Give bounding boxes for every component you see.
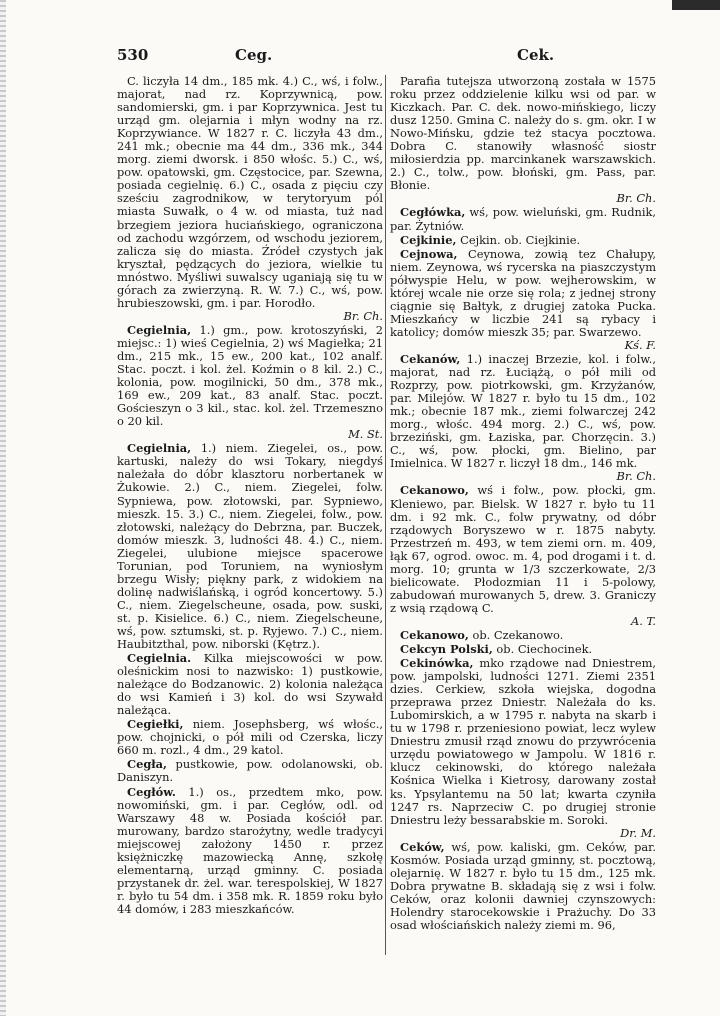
entry-text: 1.) niem. Ziegelei, os., pow. kartuski, należy do wsi Tokary, niegdyś należała do dóbr klasztoru norbertanek w Żukowie. 2.) C., niem. Ziegelei, folw. Sypniewa, pow. złotowski, par. Sypniewo, mieszk. 15. 3.) C., niem. Ziegelei, folw., pow. złotowski, należący do Debrzna, par. Buczek, domów mieszk. 3, ludności 48. 4.) C., niem. Ziegelei, ulubione miejsce spacerowe Torunian, pod Toruniem, na wyniosłym brzegu Wisły; piękny park, z widokiem na dolinę nadwiślańską, i ogród koncertowy. 5.) C., niem. Ziegelscheune, osada, pow. suski, st. p. Kisielice. 6.) C., niem. Ziegelscheune, wś, pow. sztumski, st. p. Ryjewo. 7.) C., niem. Haubitzthal, pow. niborski (Kętrz.). — [117, 441, 383, 652]
entry-text: 1.) os., przedtem mko, pow. nowomiński, gm. i par. Cegłów, odl. od Warszawy 48 w. Posiada kościół par. murowany, bardzo starożytny, wedle tradycyi miejscowej założony 1450 r. przez księżniczkę mazowiecką Annę, szkołę elementarną, urząd gminny. C. posiada przystanek dr. żel. war. terespolskiej, W 1827 r. było tu 54 dm. i 358 mk. R. 1859 roku było 44 domów, i 283 mieszkańców. — [117, 784, 383, 916]
entry-signature: A. T. — [630, 613, 656, 628]
entry-text: wś, pow. wieluński, gm. Rudnik, par. Żytniów. — [390, 205, 656, 233]
entry-signature: Br. Ch. — [616, 191, 656, 206]
entry-headword: Ceków, — [400, 839, 445, 854]
entry-signature: M. St. — [348, 427, 383, 442]
dictionary-entry — [390, 657, 656, 840]
entry-headword: Cegiełki, — [127, 717, 184, 732]
entry-signature: Dr. M. — [620, 825, 656, 840]
entry-headword: Cekanowo, — [400, 483, 469, 498]
running-head-left: Ceg. — [235, 46, 273, 64]
entry-text: C. liczyła 14 dm., 185 mk. 4.) C., wś, i folw., majorat, nad rz. Koprzywnicą, pow. sandomierski, gm. i par Koprzywnica. Jest tu urząd gm. olejarnia i młyn wodny na rz. Koprzywiance. W 1827 r. C. liczyła 43 dm., 241 mk.; obecnie ma 44 dm., 336 mk., 344 morg. ziemi dworsk. i 850 włośc. 5.) C., wś, pow. opatowski, gm. Częstocice, par. Szewna, posiada cegielnię. 6.) C., osada z pięciu czy sześciu zagrodnikow, w terytoryum pól miasta Suwałk, o 4 w. od miasta, tuż nad brzegiem jeziora huciańskiego, ograniczona od zachodu wzgórzem, od wschodu jeziorem, zalicza się do miasta. Źródeł czystych jak kryształ, pędzących do jeziora, wielkie tu mnóstwo. Myśliwi suwalscy uganiają się tu w górach za zwierzyną. R. W. 7.) C., wś, pow. hrubieszowski, gm. i par. Horodło. — [117, 75, 383, 310]
entry-text: wś i folw., pow. płocki, gm. Kleniewo, par. Bielsk. W 1827 r. było tu 11 dm. i 92 mk. C., folw prywatny, od dóbr rządowych Boryszewo w r. 1875 nabyty. Przestrzeń m. 493, w tem ziemi orn. m. 409, łąk 67, ogrod. owoc. m. 4, pod drogami i t. d. morg. 10; grunta w 1/3 szczerkowate, 2/3 bielicowate. Płodozmian 11 i 5-polowy, zabudowań murowanych 5, drew. 3. Graniczy z wsią rządową C. — [390, 483, 656, 615]
dictionary-entry — [117, 786, 383, 916]
dictionary-entry — [117, 75, 383, 323]
entry-headword: Cegłówka, — [400, 205, 466, 220]
entry-text: Parafia tutejsza utworzoną została w 1575 roku przez oddzielenie kilku wsi od par. w Kiczkach. Par. C. dek. nowo-mińskiego, liczy dusz 1250. Gmina C. należy do s. gm. okr. I w Nowo-Mińsku, gdzie też stacya pocztowa. Dobra C. stanowiły własność siostr miłosierdzia pp. marcinkanek warszawskich. 2.) C., tolw., pow. błoński, gm. Pass, par. Błonie. — [390, 75, 656, 193]
dictionary-entry — [390, 643, 656, 656]
entry-signature: Br. Ch. — [343, 308, 383, 323]
entry-text: mko rządowe nad Dniestrem, pow. jampolski, ludności 1271. Ziemi 2351 dzies. Cerkiew, szkoła wiejska, dogodna przeprawa przez Dniestr. Należała do ks. Lubomirskich, a w 1795 r. nabyta na skarb i tu w 1798 r. przeniesiono powiat, lecz wylew Dniestru zmusił rząd znowu do przywrócenia urzędu powiatowego w Jampolu. W 1816 r. klucz cekinowski, do którego należała Kośnica Wielka i Kietrosy, darowany został ks. Ypsylantemu na 50 lat; kwarta czyniła 1247 rs. Naprzeciw C. po drugiej stronie Dniestru leży bessarabskie m. Soroki. — [390, 656, 656, 827]
entry-headword: Cegielnia. — [127, 651, 192, 666]
running-head-right: Cek. — [517, 46, 555, 64]
entry-text: ob. Ciechocinek. — [496, 642, 593, 657]
entry-headword: Cegła, — [127, 757, 168, 772]
entry-text: Ceynowa, zowią tez Chałupy, niem. Zeynowa, wś rycerska na piaszczystym półwyspie Helu, w pow. wejherowskim, w której wcale nie orze się rola; z jednej strony ciągnie się Bałtyk, z drugiej zatoka Pucka. Mieszkańcy w liczbie 241 są rybacy i katolicy; domów mieszk 35; par. Swarzewo. — [390, 246, 656, 339]
dictionary-entry — [117, 718, 383, 757]
dictionary-entry — [390, 206, 656, 232]
entry-text: ob. Czekanowo. — [472, 627, 564, 642]
page-header — [0, 46, 720, 70]
dictionary-entry — [390, 234, 656, 247]
page-number: 530 — [117, 46, 149, 64]
entry-text: niem. Josephsberg, wś włośc., pow. chojnicki, o pół mili od Czerska, liczy 660 m. rozl., 4 dm., 29 katol. — [117, 717, 383, 758]
scan-corner-mark — [672, 0, 720, 10]
scan-edge — [0, 0, 6, 1016]
entry-headword: Cekanów, — [400, 351, 461, 366]
entry-text: Kilka miejscowości w pow. oleśnickim nosi to nazwisko: 1) pustkowie, należące do Bodzanowic. 2) kolonia należąca do wsi Kamień i 3) kol. do wsi Szywałd należąca. — [117, 651, 383, 718]
dictionary-entry — [117, 442, 383, 651]
entry-headword: Cegłów. — [127, 784, 176, 799]
dictionary-entry — [117, 324, 383, 441]
entry-headword: Cegielnia, — [127, 441, 192, 456]
dictionary-entry — [117, 652, 383, 717]
column-divider — [385, 75, 386, 955]
dictionary-entry — [390, 248, 656, 352]
entry-text: wś, pow. kaliski, gm. Ceków, par. Kosmów. Posiada urząd gminny, st. pocztową, olejarnię. W 1827 r. było tu 15 dm., 125 mk. Dobra prywatne B. składają się z wsi i folw. Ceków, oraz kolonii dawniej czynszowych: Holendry starocekowskie i Prażuchy. Do 33 osad włościańskich należy ziemi m. 96, — [390, 839, 656, 932]
entry-signature: Br. Ch. — [616, 469, 656, 484]
entry-headword: Cekcyn Polski, — [400, 642, 493, 657]
entry-headword: Cejnowa, — [400, 246, 458, 261]
entry-headword: Cejkinie, — [400, 232, 457, 247]
entry-headword: Cegielnia, — [127, 322, 192, 337]
entry-text: 1.) gm., pow. krotoszyński, 2 miejsc.: 1) wieś Cegielnia, 2) wś Magiełka; 21 dm., 215 mk., 15 ew., 200 kat., 102 analf. Stac. poczt. i kol. żel. Koźmin o 8 kil. 2.) C., kolonia, pow. mogilnicki, 50 dm., 378 mk., 169 ew., 209 kat., 83 analf. Stac. poczt. Gościeszyn o 3 kil., stac. kol. żel. Trzemeszno o 20 kil. — [117, 322, 383, 429]
entry-signature: Kś. F. — [624, 337, 656, 352]
dictionary-entry — [390, 353, 656, 483]
entry-text: pustkowie, pow. odolanowski, ob. Daniszyn. — [117, 757, 383, 785]
entry-headword: Cekanowo, — [400, 627, 469, 642]
entry-text: Cejkin. ob. Ciejkinie. — [460, 232, 581, 247]
right-column — [390, 75, 656, 1005]
dictionary-entry — [117, 758, 383, 784]
dictionary-entry — [390, 75, 656, 205]
left-column — [117, 75, 383, 1005]
dictionary-entry — [390, 841, 656, 932]
entry-headword: Cekinówka, — [400, 656, 474, 671]
entry-text: 1.) inaczej Brzezie, kol. i folw., majorat, nad rz. Łuciążą, o pół mili od Rozprzy, pow. piotrkowski, gm. Krzyżanów, par. Milejów. W 1827 r. było tu 15 dm., 102 mk.; obecnie 187 mk., ziemi folwarczej 242 morg., włośc. 494 morg. 2.) C., wś, pow. brzeziński, gm. Łaziska, par. Chorzęcin. 3.) C., wś, pow. płocki, gm. Bielino, par Imielnica. W 1827 r. liczył 18 dm., 146 mk. — [390, 351, 656, 471]
dictionary-entry — [390, 629, 656, 642]
dictionary-entry — [390, 484, 656, 628]
